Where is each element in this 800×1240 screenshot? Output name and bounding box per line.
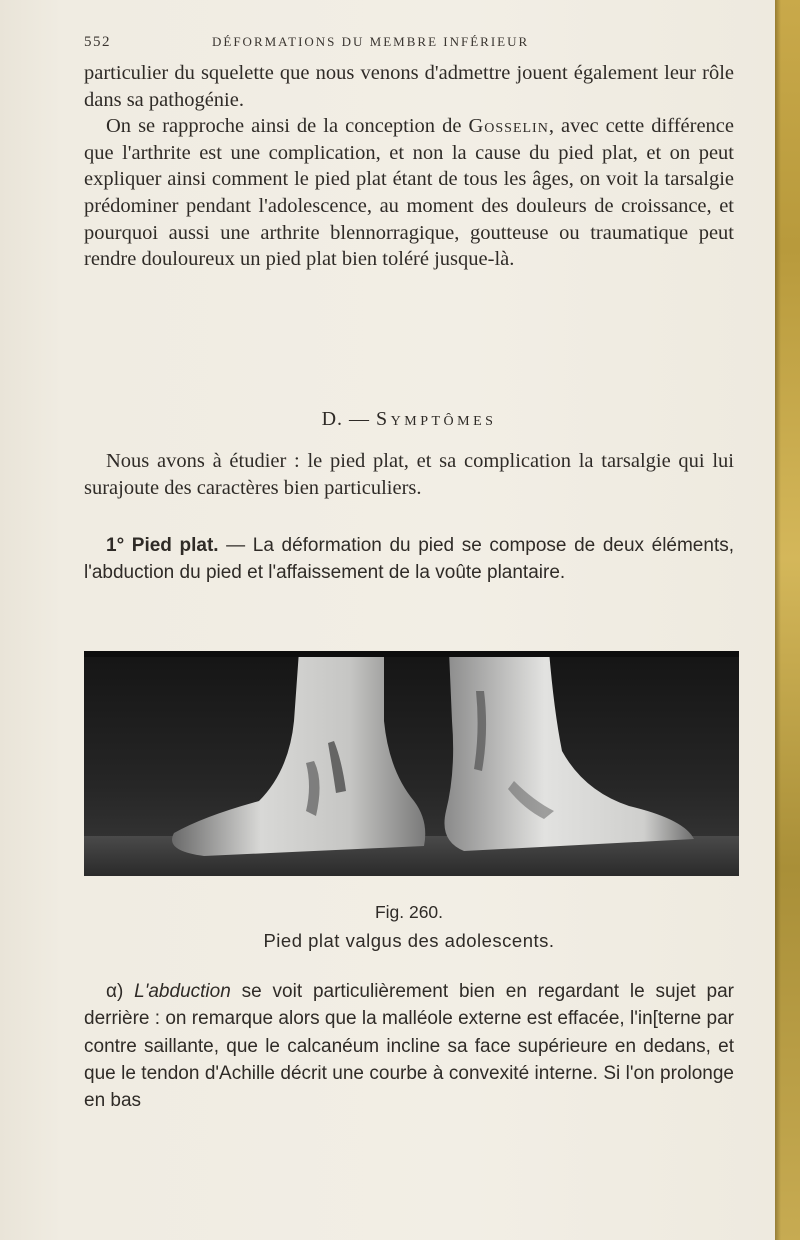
- paragraph-pathogenie: [84, 60, 734, 273]
- text-fragment: , avec cette différence que l'arthrite est une complication, et non la cause du pied plat, et on peut expliquer ainsi comment le pied plat étant de tous les âges, on voit la tarsalgie prédominer pendant l'adolescence, au moment des douleurs de croissance, et pourquoi aussi une arthrite blennorragique, goutteuse ou traumatique peut rendre douloureux un pied plat bien toléré jusque-là.: [84, 115, 734, 271]
- paragraph-abduction: [84, 978, 734, 1114]
- section-title: Symptômes: [376, 408, 497, 430]
- running-title: DÉFORMATIONS DU MEMBRE INFÉRIEUR: [212, 34, 530, 49]
- page-header: [84, 34, 735, 56]
- section-letter: D. —: [321, 408, 377, 430]
- figure-photo: [84, 651, 739, 876]
- subsection-number: 1°: [106, 535, 125, 556]
- paragraph-line: particulier du squelette que nous venons d'admettre jouent également leur rôle dans sa pathogénie.: [84, 62, 734, 111]
- text-fragment: On se rapproche ainsi de la conception de: [106, 115, 469, 138]
- paragraph-gosselin: [84, 113, 734, 273]
- list-marker: α): [106, 981, 135, 1002]
- figure-caption: Pied plat valgus des adolescents.: [263, 930, 555, 951]
- paragraph-text: [84, 532, 734, 586]
- paragraph-intro-symptoms: [84, 448, 734, 501]
- paragraph-pied-plat: [84, 532, 734, 586]
- author-name: Gosselin: [468, 115, 549, 138]
- text-fragment: — La déformation du pied se compose de deux éléments, l'abduction du pied et l'affaissement de la voûte plantaire.: [84, 535, 735, 583]
- section-heading: [84, 408, 734, 431]
- italic-term: L'abduction: [134, 981, 231, 1002]
- page-number: 552: [84, 34, 111, 50]
- page-edge-binding: [775, 0, 800, 1240]
- figure-label: Fig. 260.: [374, 902, 444, 922]
- text-fragment: se voit particulièrement bien en regardant le sujet par derrière : on remarque alors que la malléole externe est effacée, l'in[terne par contre saillante, que le calcanéum incline sa face supérieure en dedans, et que le tendon d'Achille décrit une courbe à convexité interne. Si l'on prolonge en bas: [84, 981, 735, 1112]
- subsection-heading: Pied plat.: [131, 535, 219, 556]
- paragraph-text: Nous avons à étudier : le pied plat, et sa complication la tarsalgie qui lui surajoute des caractères bien particuliers.: [84, 450, 734, 499]
- paragraph-text: [84, 978, 734, 1114]
- feet-photo-illustration: [84, 651, 739, 876]
